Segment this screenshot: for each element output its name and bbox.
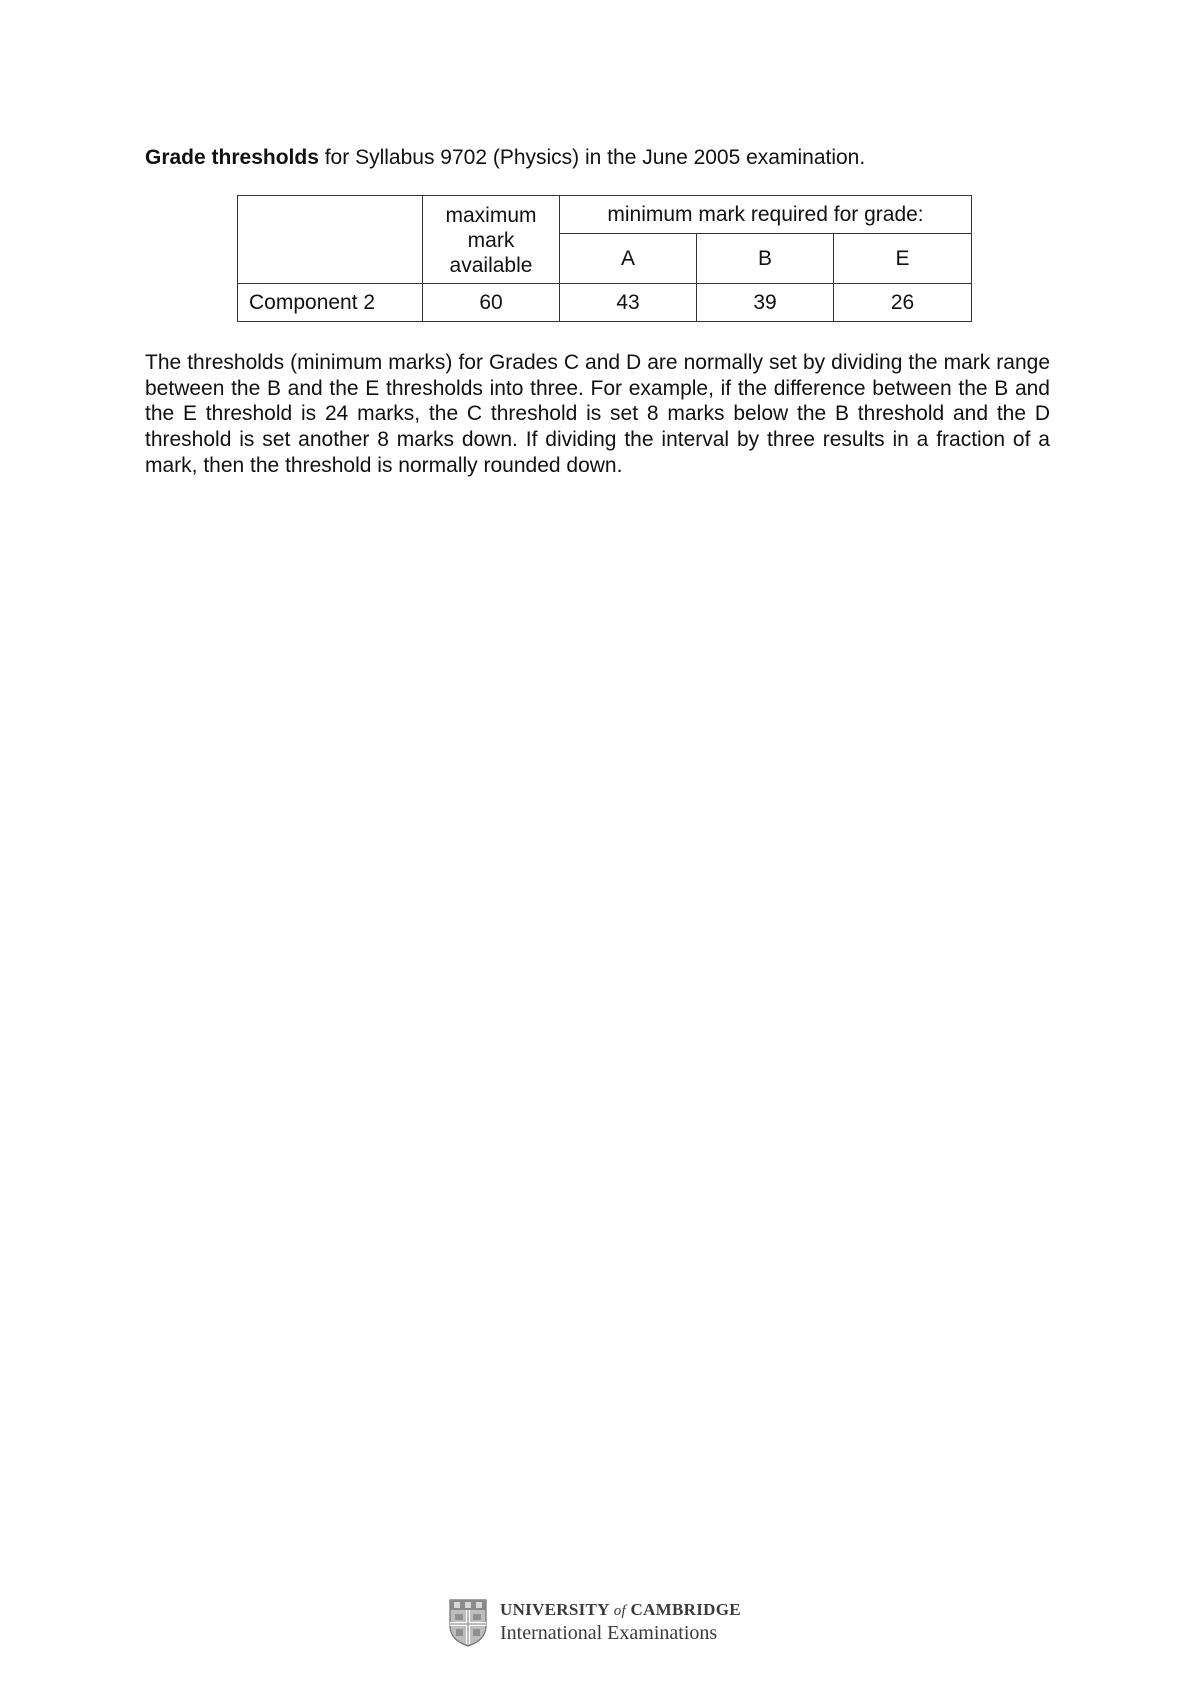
intro-heading xyxy=(145,145,1045,171)
grade-a-header: A xyxy=(560,234,697,284)
grade-e-header: E xyxy=(834,234,972,284)
logo-international-line: International Examinations xyxy=(500,1622,718,1644)
grade-e-value: 26 xyxy=(834,284,972,322)
cambridge-crest-icon xyxy=(448,1598,488,1648)
intro-bold-text: Grade thresholds xyxy=(145,146,319,169)
grade-b-value: 39 xyxy=(697,284,834,322)
max-mark-value: 60 xyxy=(423,284,560,322)
max-mark-header-line2: mark xyxy=(467,229,515,252)
logo-university-line xyxy=(500,1600,741,1620)
table-row xyxy=(238,284,972,322)
cambridge-logo xyxy=(448,1598,748,1648)
logo-cambridge-text: CAMBRIDGE xyxy=(630,1600,741,1619)
max-mark-header-line1: maximum xyxy=(445,204,537,227)
intro-rest-text: for Syllabus 9702 (Physics) in the June 2005 examination. xyxy=(318,146,866,169)
min-mark-header: minimum mark required for grade: xyxy=(560,196,972,234)
grade-a-value: 43 xyxy=(560,284,697,322)
max-mark-header-line3: available xyxy=(449,254,533,277)
max-mark-header xyxy=(423,196,560,284)
table-corner-cell xyxy=(238,196,423,284)
threshold-explanation-paragraph: The thresholds (minimum marks) for Grades C and D are normally set by dividing the mark range between the B and the E thresholds into three. For example, if the difference between the B and the E threshold is 24 marks, the C threshold is set 8 marks below the B threshold and the D threshold is set another 8 marks down. If dividing the interval by three results in a fraction of a mark, then the threshold is normally rounded down. xyxy=(145,351,1050,477)
logo-of-text: of xyxy=(613,1603,626,1619)
component-label: Component 2 xyxy=(238,284,423,322)
logo-university-text: UNIVERSITY xyxy=(500,1600,610,1619)
grade-b-header: B xyxy=(697,234,834,284)
grade-threshold-table xyxy=(237,195,972,322)
